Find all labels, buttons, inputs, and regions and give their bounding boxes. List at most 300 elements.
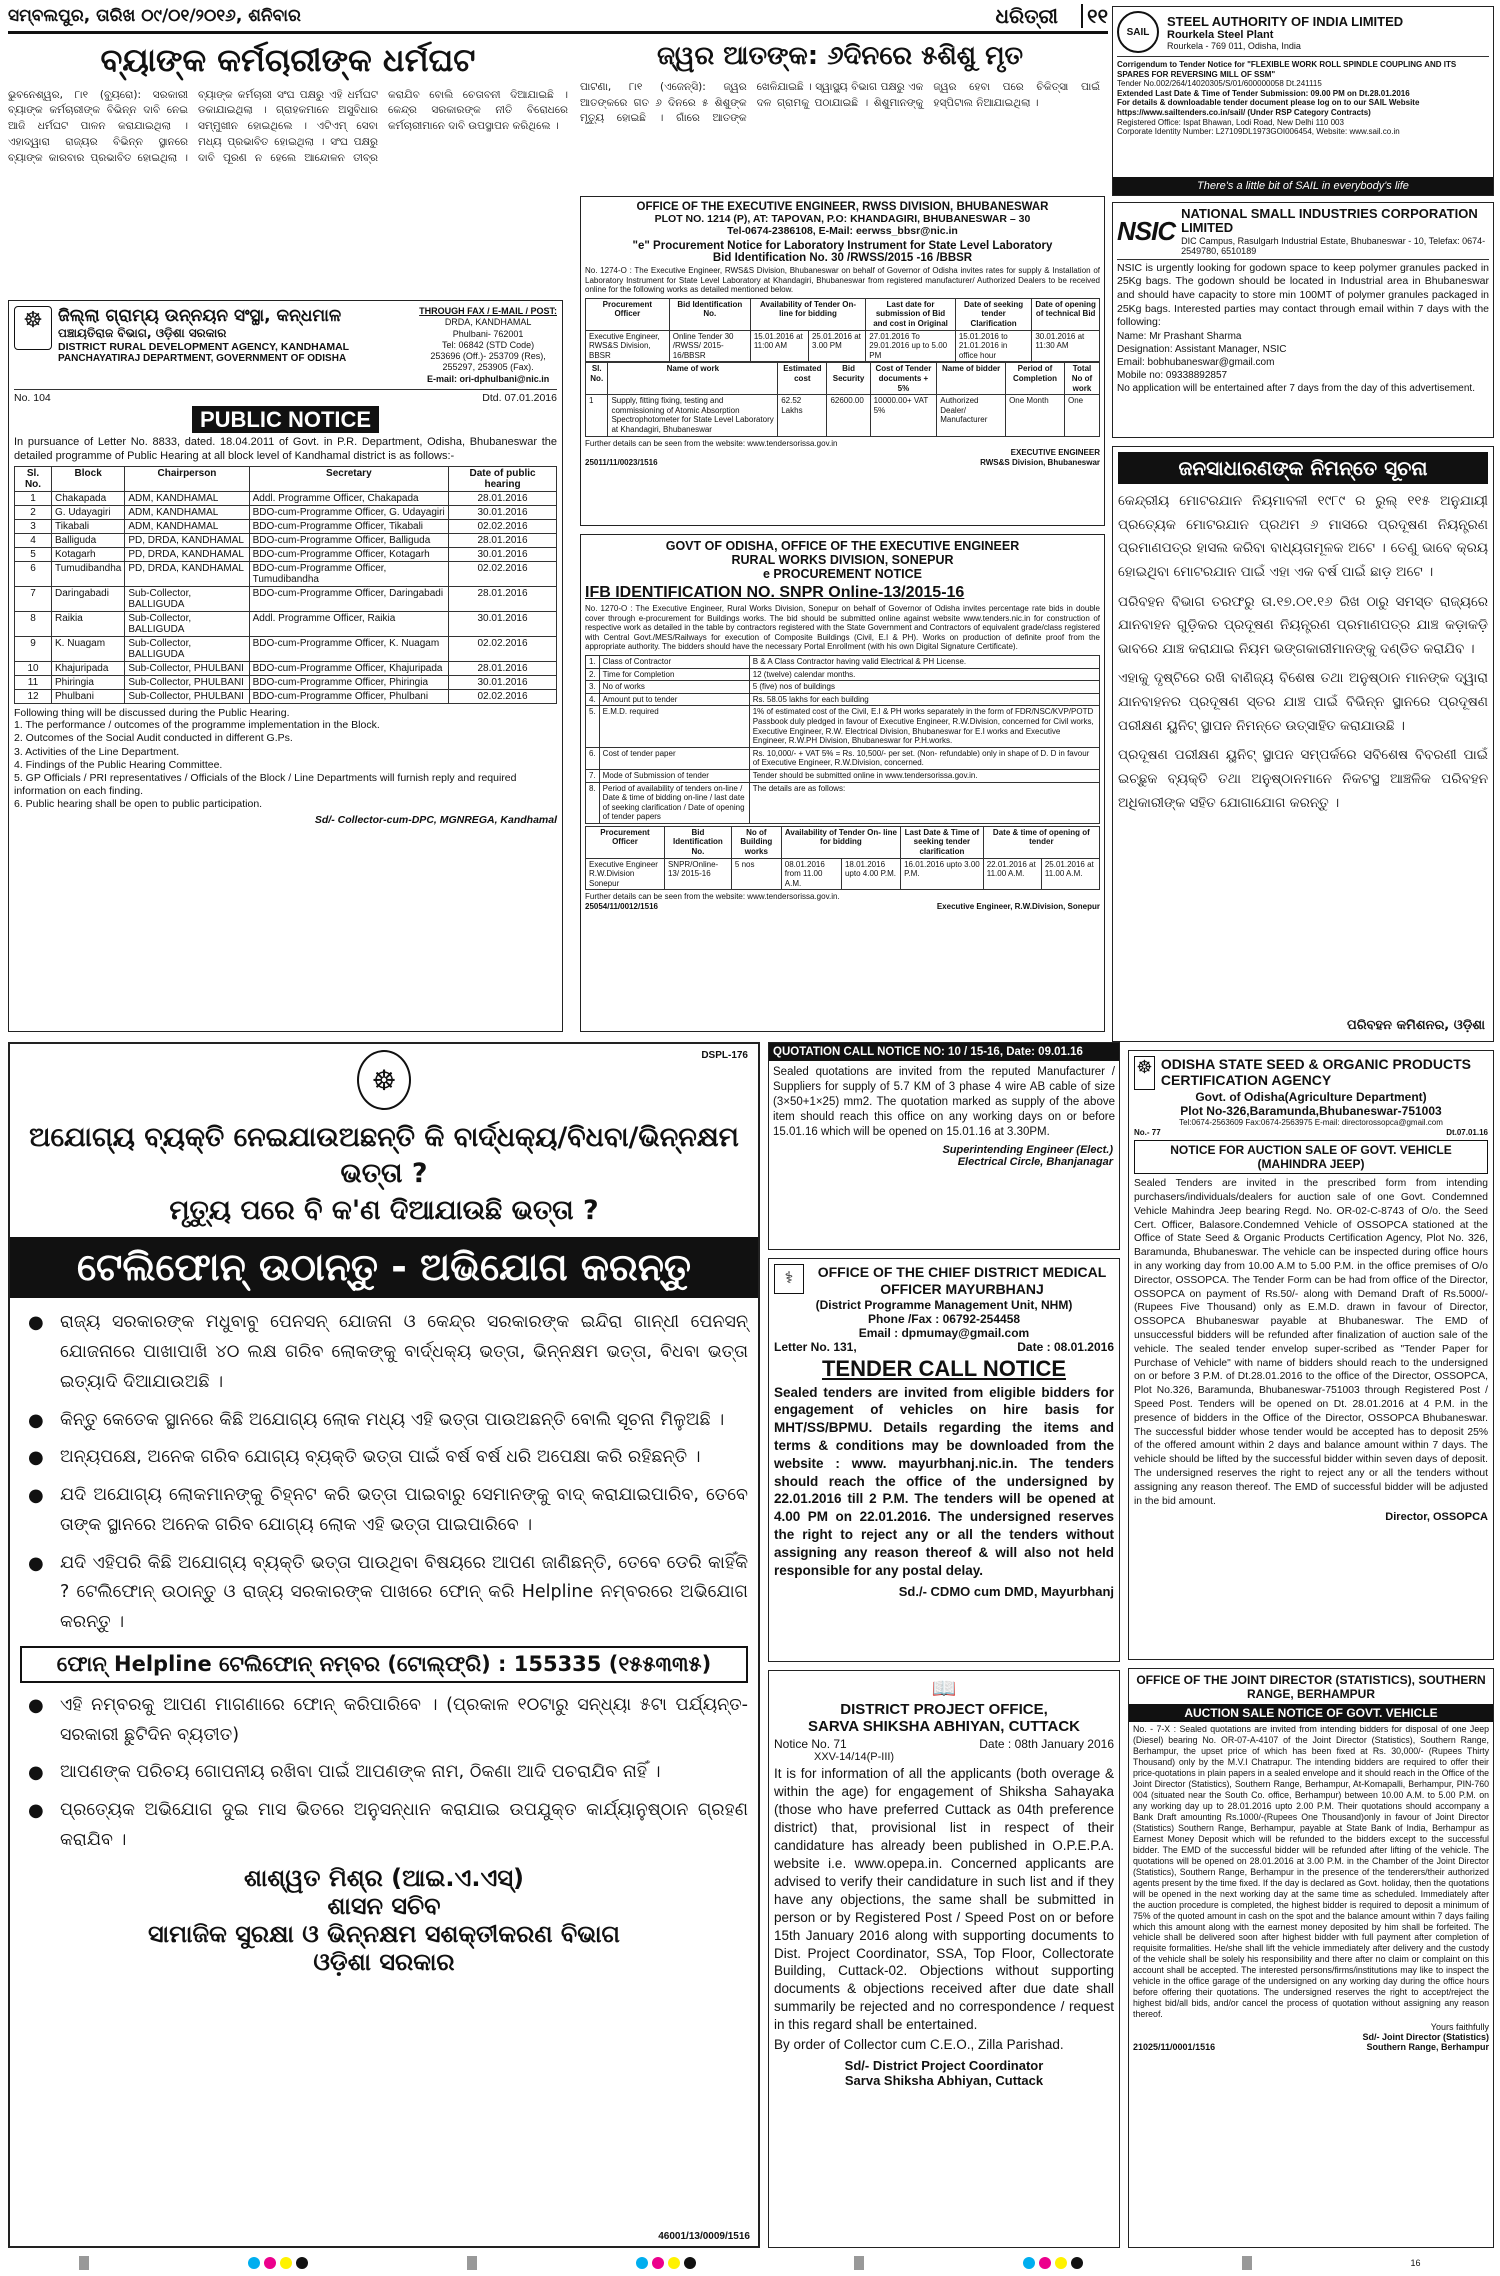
discussion-point: 1. The performance / outcomes of the programme implementation in the Block. <box>14 719 380 732</box>
nsic-line: Designation: Assistant Manager, NSIC <box>1117 343 1287 355</box>
discussion-point: 2. Outcomes of the Social Audit conducted in different G.Ps. <box>14 732 293 745</box>
ad-code: 46001/13/0009/1516 <box>658 2231 750 2242</box>
cmyk-dots <box>636 2257 696 2269</box>
table-cell: 30.01.2016 <box>449 676 557 690</box>
table-cell: Rs. 10,000/- + VAT 5% = Rs. 10,500/- per set. (Non- refundable) only in shape of D. D in favour of Executive Engineer, R.W.Division, concerned. <box>749 747 1099 769</box>
cdmo-sub: (District Programme Management Unit, NHM) <box>815 1297 1073 1312</box>
table-row <box>15 492 557 506</box>
table-cell: 3. <box>586 681 600 694</box>
notice-intro: In pursuance of Letter No. 8833, dated. 18.04.2011 of Govt. in P.R. Department, Odisha, Bhubaneswar the detailed programme of Public Hearing at all block level of Kandhamal district is as follows:- <box>14 435 557 462</box>
letter-no: No. 104 <box>14 391 51 404</box>
officer-post: ଶାସନ ସଚିବ <box>327 1891 441 1920</box>
rwss-table-2 <box>585 362 1100 436</box>
table-cell: 6 <box>15 562 52 587</box>
table-cell: K. Nuagam <box>52 637 125 662</box>
td: Executive Engineer, RWS&S Division, BBSR <box>586 330 670 362</box>
cdmo-date: Date : 08.01.2016 <box>1017 1339 1114 1354</box>
sail-addr: Rourkela - 769 011, Odisha, India <box>1167 40 1301 51</box>
para: ଏହାକୁ ଦୃଷ୍ଟିରେ ରଖି ବାଣିଜ୍ୟ ବିଶେଷ ତଥା ଅନୁଷ୍ଠାନ ମାନଙ୍କ ଦ୍ୱାରା ଯାନବାହନର ପ୍ରଦୂଷଣ ସ୍ତର ଯାଞ୍ଚ ପାଇଁ ବିଭିନ୍ନ ସ୍ଥାନରେ ପ୍ରଦୂଷଣ ପରୀକ୍ଷଣ ୟୁନିଟ୍ ସ୍ଥାପନ ନିମନ୍ତେ ଉତ୍ସାହିତ କରାଯାଉଛି । <box>1118 670 1488 734</box>
quotation-body: Sealed quotations are invited from the reputed Manufacturer / Suppliers for supply of 5.7 KM of 3 phase 4 wire AB cable of size (3×50+1×25) mm2. The quotation marked as supply of the above item should reach this office on any working days on or before 15.01.16 which will be opened on 15.01.16 at 3.30PM. <box>773 1066 1115 1138</box>
table-cell: 4 <box>15 534 52 548</box>
table-header: Sl. No. <box>15 467 52 492</box>
table-cell: Rs. 58.05 lakhs for each building <box>749 693 1099 706</box>
table-cell: Tumudibandha <box>52 562 125 587</box>
table-row <box>586 706 1100 747</box>
ossopca-tel: Tel:0674-2563609 Fax:0674-2563975 E-mail: directorossopca@gmail.com <box>1179 1118 1443 1127</box>
table-cell: BDO-cum-Programme Officer, G. Udayagiri <box>249 506 448 520</box>
th: Total No of work <box>1064 363 1099 395</box>
td: 62600.00 <box>827 395 870 436</box>
table-cell: The details are as follows: <box>749 782 1099 823</box>
cdmo-heading: TENDER CALL NOTICE <box>821 1355 1067 1381</box>
sail-logo-icon: SAIL <box>1117 11 1159 53</box>
helpline-box: ଫୋନ୍ Helpline ଟେଲିଫୋନ୍ ନମ୍ବର (ଟୋଲ୍‌ଫ୍ରି) : 155335 (୧୫୫୩୩୫) <box>20 1646 748 1683</box>
sail-line: Corporate Identity Number: L27109DL1973GOI006454, Website: www.sail.co.in <box>1117 127 1400 137</box>
headline: ବ୍ୟାଙ୍କ କର୍ମଚାରୀଙ୍କ ଧର୍ମଘଟ <box>100 41 476 79</box>
rwss-notice <box>580 196 1105 526</box>
table-cell: Mode of Submission of tender <box>599 769 749 782</box>
table-cell: Sub-Collector, PHULBANI <box>125 676 249 690</box>
article-body: ଭୁବନେଶ୍ୱର, ୮ା୧ (ବ୍ୟୁରୋ): ସରକାରୀ ବ୍ୟାଙ୍କ କର୍ମଚାରୀଙ୍କ ବିଭିନ୍ନ ଦାବି ନେଇ ଆଜି ଧର୍ମଘଟ ପାଳନ କରାଯାଇଥିଲା । ଏହାଦ୍ୱାରା ରାଜ୍ୟର ବିଭିନ୍ନ ସ୍ଥାନରେ ବ୍ୟାଙ୍କ କାରବାର ପ୍ରଭାବିତ ହୋଇଥିଲା । ବ୍ୟାଙ୍କ କର୍ମଚାରୀ ସଂଘ ପକ୍ଷରୁ ଏହି ଧର୍ମଘଟ ଡକାଯାଇଥିଲା । ଗ୍ରାହକମାନେ ଅସୁବିଧାର ସମ୍ମୁଖୀନ ହୋଇଥିଲେ । ଏଟିଏମ୍ ସେବା ମଧ୍ୟ ପ୍ରଭାବିତ ହୋଇଥିଲା । ସଂଘ ପକ୍ଷରୁ ଦାବି ପୂରଣ ନ ହେଲେ ଆନ୍ଦୋଳନ ତୀବ୍ର କରାଯିବ ବୋଲି ଚେତାବନୀ ଦିଆଯାଇଛି । କେନ୍ଦ୍ର ସରକାରଙ୍କ ନୀତି ବିରୋଧରେ କର୍ମଚାରୀମାନେ ଦାବି ଉପସ୍ଥାପନ କରିଥିଲେ । <box>8 88 568 164</box>
nsic-body: NSIC is urgently looking for godown space to keep polymer granules packed in 25Kg bags. The godown should be located in Industrial area in Bhubaneswar and should have capacity to store min 100MT of polymer granules packaged in 25Kg bags. Interested parties may contact through email within 7 days with the following: <box>1117 259 1489 330</box>
table-cell: E.M.D. required <box>599 706 749 747</box>
rwd-table <box>585 655 1100 824</box>
th: No of Building works <box>731 826 781 858</box>
table-cell: BDO-cum-Programme Officer, K. Nuagam <box>249 637 448 662</box>
table-cell: BDO-cum-Programme Officer, Kotagarh <box>249 548 448 562</box>
table-cell: Sub-Collector, PHULBANI <box>125 690 249 704</box>
gray-mark <box>79 2256 89 2270</box>
table-header: Block <box>52 467 125 492</box>
ssa-notice-no: Notice No. 71 <box>774 1737 847 1751</box>
rwd-sub2: e PROCUREMENT NOTICE <box>762 567 923 581</box>
td: 22.01.2016 at 11.00 A.M. <box>983 858 1041 890</box>
stats-sign: Sd/- Joint Director (Statistics) <box>1362 2032 1489 2043</box>
td: 10000.00+ VAT 5% <box>870 395 937 436</box>
bullet-item: ● ଏହି ନମ୍ବରକୁ ଆପଣ ମାଗଣାରେ ଫୋନ୍ କରିପାରିବେ । (ପ୍ରକାଳ ୧୦ଟାରୁ ସନ୍ଧ୍ୟା ୫ଟା ପର୍ଯ୍ୟନ୍ତ-ସରକାରୀ ଛୁଟିଦିନ ବ୍ୟତୀତ) <box>20 1691 748 1751</box>
td: 08.01.2016 from 11.00 A.M. <box>781 858 841 890</box>
table-cell: Addl. Programme Officer, Chakapada <box>249 492 448 506</box>
table-cell: PD, DRDA, KANDHAMAL <box>125 534 249 548</box>
contact-line: Tel: 06842 (STD Code) <box>442 339 535 350</box>
table-cell: 8 <box>15 612 52 637</box>
contact-line: E-mail: ori-dphulbani@nic.in <box>426 373 550 384</box>
td: 1 <box>586 395 608 436</box>
table-cell: Tikabali <box>52 520 125 534</box>
drda-org-en: DISTRICT RURAL DEVELOPMENT AGENCY, KANDHAMAL <box>58 341 350 353</box>
ssa-date: Date : 08th January 2016 <box>979 1737 1114 1751</box>
table-cell: Raikia <box>52 612 125 637</box>
para: କେନ୍ଦ୍ରୀୟ ମୋଟରଯାନ ନିୟମାବଳୀ ୧୯୮୯ ର ରୁଲ୍ ୧୧୫ ଅନୁଯାୟୀ ପ୍ରତ୍ୟେକ ମୋଟରଯାନ ପ୍ରଥମ ୬ ମାସରେ ପ୍ରଦୂଷଣ ନିୟନ୍ତ୍ରଣ ପ୍ରମାଣପତ୍ର ହାସଲ କରିବା ବାଧ୍ୟତାମୂଳକ ଅଟେ । ତେଣୁ ଭାବେ କ୍ରୟ ହୋଇଥିବା ମୋଟରଯାନ ପାଇଁ ଏହା ଏକ ବର୍ଷ ପାଇଁ ଛାଡ଼ ଅଟେ । <box>1118 493 1488 580</box>
th: Date of opening of technical Bid <box>1032 298 1100 330</box>
table-row <box>586 655 1100 668</box>
th: Procurement Officer <box>586 298 670 330</box>
table-cell: BDO-cum-Programme Officer, Phulbani <box>249 690 448 704</box>
table-cell: BDO-cum-Programme Officer, Balliguda <box>249 534 448 548</box>
drda-dept: ପଞ୍ଚାୟତିରାଜ ବିଭାଗ, ଓଡ଼ିଶା ସରକାର <box>58 326 227 340</box>
td: 15.01.2016 at 11:00 AM <box>750 330 808 362</box>
sail-line: Corrigendum to Tender Notice for "FLEXIBLE WORK ROLL SPINDLE COUPLING AND ITS SPARES FOR REVERSING MILL OF SSM" <box>1117 60 1457 79</box>
td: Online Tender 30 /RWSS/ 2015-16/BBSR <box>669 330 750 362</box>
table-cell: 1% of estimated cost of the Civil, E.I & PH works separately in the form of FDR/NSC/KVP/POTD Passbook duly pledged in favour of Executive Engineer, R.W.Division, concerned for Civil works, Executive Engineer, R.W. Electrical Division, Bhubaneswar for E.I works and Executive Engineer, R.W.PH Division, Bhubaneswar for P.H.works. <box>749 706 1099 747</box>
table-row <box>15 662 557 676</box>
nsic-line: Name: Mr Prashant Sharma <box>1117 330 1242 342</box>
quotation-sign: Superintending Engineer (Elect.) <box>942 1143 1113 1156</box>
article-body: ପାଟଣା, ୮ା୧ (ଏଜେନ୍ସି): ଜ୍ୱର ଆତଙ୍କରେ ଗତ ୬ ଦିନରେ ୫ ଶିଶୁଙ୍କ ମୃତ୍ୟୁ ହୋଇଛି । ଗାଁରେ ଆତଙ୍କ ଖେଳିଯାଇଛି । ସ୍ୱାସ୍ଥ୍ୟ ବିଭାଗ ପକ୍ଷରୁ ଏକ ଦଳ ଗ୍ରାମକୁ ପଠାଯାଇଛି । ଶିଶୁମାନଙ୍କୁ ଜ୍ୱର ହେବା ପରେ ଚିକିତ୍ସା ପାଇଁ ହସ୍ପିଟାଲ ନିଆଯାଇଥିଲା । <box>580 80 1100 125</box>
table-row <box>15 562 557 587</box>
table-cell: PD, DRDA, KANDHAMAL <box>125 548 249 562</box>
public-info-title: ଜନସାଧାରଣଙ୍କ ନିମନ୍ତେ ସୂଚନା <box>1118 452 1488 484</box>
table-row <box>586 668 1100 681</box>
table-cell: 6. <box>586 747 600 769</box>
ossopca-heading: NOTICE FOR AUCTION SALE OF GOVT. VEHICLE (MAHINDRA JEEP) <box>1134 1140 1488 1174</box>
discussion-point: 6. Public hearing shall be open to public participation. <box>14 798 263 810</box>
table-cell: B & A Class Contractor having valid Electrical & PH License. <box>749 655 1099 668</box>
following-text: Following thing will be discussed during the Public Hearing. <box>14 707 290 720</box>
nsic-line: No application will be entertained after 7 days from the day of this advertisement. <box>1117 382 1475 394</box>
table-cell: No of works <box>599 681 749 694</box>
th: Procurement Officer <box>586 826 665 858</box>
rwss-tel: Tel-0674-2386108, E-Mail: eerwss_bbsr@nic.in <box>727 225 958 237</box>
notice-title: PUBLIC NOTICE <box>192 406 379 433</box>
contact-line: THROUGH FAX / E-MAIL / POST: <box>419 306 557 316</box>
table-row <box>15 534 557 548</box>
rwss-title: OFFICE OF THE EXECUTIVE ENGINEER, RWSS DIVISION, BHUBANESWAR <box>636 201 1049 213</box>
ossopca-addr: Plot No-326,Baramunda,Bhubaneswar-751003 <box>1180 1104 1442 1118</box>
table-cell: 30.01.2016 <box>449 506 557 520</box>
table-cell: 02.02.2016 <box>449 520 557 534</box>
td: 62.52 Lakhs <box>778 395 827 436</box>
rwd-sub: RURAL WORKS DIVISION, SONEPUR <box>731 553 954 567</box>
table-cell: 3 <box>15 520 52 534</box>
drda-public-notice <box>8 300 563 1032</box>
th: Last Date & Time of seeking tender clarification <box>901 826 984 858</box>
td: 30.01.2016 at 11:30 AM <box>1032 330 1100 362</box>
table-cell: 28.01.2016 <box>449 492 557 506</box>
table-cell: 30.01.2016 <box>449 548 557 562</box>
table-cell: 7 <box>15 587 52 612</box>
table-cell: ADM, KANDHAMAL <box>125 520 249 534</box>
table-cell: Time for Completion <box>599 668 749 681</box>
table-row <box>15 690 557 704</box>
td: 15.01.2016 to 21.01.2016 in office hour <box>955 330 1032 362</box>
drda-signature: Sd/- Collector-cum-DPC, MGNREGA, Kandhamal <box>314 814 557 827</box>
ossopca-title: ODISHA STATE SEED & ORGANIC PRODUCTS CERTIFICATION AGENCY <box>1160 1056 1471 1089</box>
table-row <box>15 612 557 637</box>
nsic-ad <box>1112 202 1494 438</box>
table-cell: 02.02.2016 <box>449 562 557 587</box>
th: Availability of Tender On- line for bidding <box>750 298 865 330</box>
table-cell: Kotagarh <box>52 548 125 562</box>
td: Executive Engineer R.W.Division Sonepur <box>586 858 665 890</box>
dept-name: ସାମାଜିକ ସୁରକ୍ଷା ଓ ଭିନ୍ନକ୍ଷମ ସଶକ୍ତୀକରଣ ବିଭାଗ <box>147 1919 620 1948</box>
bullet-item: ● କିନ୍ତୁ କେତେକ ସ୍ଥାନରେ କିଛି ଅଯୋଗ୍ୟ ଲୋକ ମଧ୍ୟ ଏହି ଭତ୍ତା ପାଉଅଛନ୍ତି ବୋଲି ସୂଚନା ମିଳୁଅଛି । <box>20 1406 748 1436</box>
table-row <box>15 520 557 534</box>
masthead-date: ସମ୍ବଲପୁର, ତାରିଖ ୦୯/୦୧/୨୦୧୬, ଶନିବାର <box>8 6 301 26</box>
cdmo-tender-notice <box>768 1258 1120 1662</box>
sail-sub: Rourkela Steel Plant <box>1167 28 1274 41</box>
table-cell: BDO-cum-Programme Officer, Tikabali <box>249 520 448 534</box>
stats-sign2: Southern Range, Berhampur <box>1366 2042 1489 2053</box>
sail-ad <box>1112 6 1494 196</box>
table-cell: Balliguda <box>52 534 125 548</box>
rwss-addr: PLOT NO. 1214 (P), AT: TAPOVAN, P.O: KHANDAGIRI, BHUBANESWAR – 30 <box>654 213 1031 225</box>
rwd-further: Further details can be seen from the website: www.tendersorissa.gov.in. <box>585 892 840 902</box>
table-row <box>586 782 1100 823</box>
th: Date of seeking tender Clarification <box>955 298 1032 330</box>
table-cell: BDO-cum-Programme Officer, Khajuripada <box>249 662 448 676</box>
ossopca-auction-notice <box>1128 1050 1494 1660</box>
ssa-title: DISTRICT PROJECT OFFICE, <box>840 1701 1048 1718</box>
page-number: ୧୧ <box>1081 4 1108 28</box>
table-cell: BDO-cum-Programme Officer, Tumudibandha <box>249 562 448 587</box>
sail-line: For details & downloadable tender document please log on to our SAIL Website https://www.sailtenders.co.in/sail/ (Under RSP Category Contracts) <box>1117 98 1420 117</box>
ssa-body: It is for information of all the applicants (both overage & within the age) for engagement of Shiksha Sahayaka (those who have preferred Cuttack as 04th preference district) that, provisional list in respect of their candidature has already been published in O.P.E.P.A. website i.e. www.opepa.in. Concerned applicants are advised to verify their candidature in such list and if they have any objections, the same shall be submitted in person or by Registered Post / Speed Post on or before 15th January 2016 along with supporting documents to Dist. Project Coordinator, SSA, Top Floor, Collectorate Building, Cuttack-02. Objections without supporting documents & objections received after due date shall summarily be rejected and no correspondence / request in this regard shall be entertained. <box>774 1766 1114 2033</box>
quotation-notice <box>768 1042 1120 1250</box>
rwss-notice-title: "e" Procurement Notice for Laboratory Instrument for State Level Laboratory <box>632 240 1053 252</box>
nhm-logo-icon: ⚕ <box>774 1264 804 1294</box>
nsic-logo-icon: NSIC <box>1117 215 1176 246</box>
rwd-sign: Executive Engineer, R.W.Division, Sonepur <box>936 902 1100 912</box>
table-cell: 2 <box>15 506 52 520</box>
table-cell: 5. <box>586 706 600 747</box>
table-cell: Chakapada <box>52 492 125 506</box>
table-cell: ADM, KANDHAMAL <box>125 492 249 506</box>
table-cell: Addl. Programme Officer, Raikia <box>249 612 448 637</box>
stats-yours: Yours faithfully <box>1430 2022 1489 2033</box>
bullet-item: ● ପ୍ରତ୍ୟେକ ଅଭିଯୋଗ ଦୁଇ ମାସ ଭିତରେ ଅନୁସନ୍ଧାନ କରାଯାଇ ଉପଯୁକ୍ତ କାର୍ଯ୍ୟାନୁଷ୍ଠାନ ଗ୍ରହଣ କରାଯିବ । <box>20 1796 748 1856</box>
govt-name: ଓଡ଼ିଶା ସରକାର <box>313 1947 455 1976</box>
bullet-item: ● ଯଦି ଅଯୋଗ୍ୟ ଲୋକମାନଙ୍କୁ ଚିହ୍ନଟ କରି ଭତ୍ତା ପାଇବାରୁ ସେମାନଙ୍କୁ ବାଦ୍ କରାଯାଇପାରିବ, ତେବେ ତାଙ୍କ ସ୍ଥାନରେ ଅନେକ ଗରିବ ଯୋଗ୍ୟ ଲୋକ ଏହି ଭତ୍ତା ପାଇପାରିବେ । <box>20 1481 748 1541</box>
rwss-code: 25011/11/0023/1516 <box>585 457 658 467</box>
table-row <box>15 676 557 690</box>
table-cell: 11 <box>15 676 52 690</box>
discussion-point: 5. GP Officials / PRI representatives / Officials of the Block / Line Departments will furnish reply and required information on each finding. <box>14 771 517 797</box>
rwss-bid: Bid Identification No. 30 /RWSS/2015 -16 /BBSR <box>712 252 973 264</box>
ossopca-no: No.- 77 <box>1134 1127 1161 1137</box>
table-cell: Cost of tender paper <box>599 747 749 769</box>
question-1: ଅଯୋଗ୍ୟ ବ୍ୟକ୍ତି ନେଇଯାଉଅଛନ୍ତି କି ବାର୍ଦ୍ଧକ୍ୟ/ବିଧବା/ଭିନ୍ନକ୍ଷମ ଭତ୍ତା ? <box>29 1122 739 1190</box>
discussion-point: 3. Activities of the Line Department. <box>14 745 180 758</box>
para: ପ୍ରଦୂଷଣ ପରୀକ୍ଷଣ ୟୁନିଟ୍ ସ୍ଥାପନ ସମ୍ପର୍କରେ ସବିଶେଷ ବିବରଣୀ ପାଇଁ ଇଚ୍ଛୁକ ବ୍ୟକ୍ତି ତଥା ଅନୁଷ୍ଠାନମାନେ ନିକଟସ୍ଥ ଆଞ୍ଚଳିକ ପରିବହନ ଅଧିକାରୀଙ୍କ ସହିତ ଯୋଗାଯୋଗ କରନ୍ତୁ । <box>1118 747 1488 811</box>
sail-line: Extended Last Date & Time of Tender Submission: 09.00 PM on Dt.28.01.2016 <box>1117 88 1410 98</box>
td: One <box>1064 395 1099 436</box>
stats-body: No. - 7-X : Sealed quotations are invited from intending bidders for disposal of one Jeep (Diesel) bearing No. OR-07-A-4107 of the Joint Director (Statistics), Southern Range, Berhampur, the upset price of which has been fixed at Rs. 30,000/- (Rupees Thirty Thousand) only by the M.V.I Chatrapur. The intending bidders are required to offer their price-quotations in plain papers in a sealed envelope and it should reach in the Office of the Joint Director (Statistics), Southern Range, Berhampur, At-Komapalli, Berhampur, PIN-760 004 (situated near the South Co. office, Berhampur) between 10.00 A.M. to 5.00 P.M. on any working day up to 28.01.2016 upto 2.00 P.M. Their quotations should accompany a Bank Draft amounting Rs.1000/-(Rupees One Thousand)only in favour of Joint Director (Statistics) Southern Range, Berhampur, payable at State Bank of India, Berhampur as Earnest Money Deposit which will be refunded to the bidders except to the successful bidder. The EMD of the successful bidder will be refunded after lifting of the vehicle. The quotations will be opened on 28.01.2016 at 3.00 P.M. in the Chamber of the Joint Director (Statistics), Southern Range, Berhampur in the presence of the tenderers/their authorized agents present by the time fixed. If the day is declared as Govt. holiday, then the quotations will be opened in the next working day at the same time as scheduled. Immediately after the auction procedure is completed, the highest bidder is required to deposit a minimum of 75% of the quoted amount in cash on the spot and the balance amount within 7 days failing which this amount along with the earnest money deposited by him shall be forfeited. The vehicle shall be delivered soon after highest bidder with full payment after completion of requisite formalities. He/she shall lift the vehicle immediately after delivery and the custody of the vehicle shall be solely his responsibility and there after no claim or complaint on this account shall be accepted. The interested persons/firms/institutions may like to inspect the vehicle in the office garage of the undersigned on any working day during the office hours before offering their quotations. The undersigned reserves the right to accept/reject the highest bid/all bids, and/or cancel the process of quotation without assigning any reason thereof. <box>1133 1723 1489 2020</box>
bullet-item: ● ଆପଣଙ୍କ ପରିଚୟ ଗୋପନୀୟ ରଖିବା ପାଇଁ ଆପଣଙ୍କ ନାମ, ଠିକଣା ଆଦି ପଚରାଯିବ ନାହିଁ । <box>20 1758 748 1788</box>
table-cell: Khajuripada <box>52 662 125 676</box>
table-cell: Period of availability of tenders on-line / Date & time of bidding on-line / last date of seeking clarification / Date of opening of tender papers <box>599 782 749 823</box>
news-fever <box>580 40 1100 190</box>
stats-heading: AUCTION SALE NOTICE OF GOVT. VEHICLE <box>1129 1704 1493 1722</box>
table-cell: Phulbani <box>52 690 125 704</box>
ssa-order: By order of Collector cum C.E.O., Zilla Parishad. <box>774 2037 1064 2053</box>
td: 25.01.2016 at 11.00 A.M. <box>1041 858 1099 890</box>
rwd-code: 25054/11/0012/1516 <box>585 902 658 912</box>
ssa-title2: SARVA SHIKSHA ABHIYAN, CUTTACK <box>808 1718 1080 1735</box>
nsic-title: NATIONAL SMALL INDUSTRIES CORPORATION LIMITED <box>1181 206 1478 236</box>
masthead <box>8 6 1108 34</box>
table-cell: 12 <box>15 690 52 704</box>
td: 18.01.2016 upto 4.00 P.M. <box>841 858 900 890</box>
table-cell: Sub-Collector, PHULBANI <box>125 662 249 676</box>
table-row <box>15 637 557 662</box>
table-header: Chairperson <box>125 467 249 492</box>
table-cell: Class of Contractor <box>599 655 749 668</box>
table-cell: 12 (twelve) calendar months. <box>749 668 1099 681</box>
rwss-sign: EXECUTIVE ENGINEER <box>1010 448 1100 458</box>
para: ପରିବହନ ବିଭାଗ ତରଫରୁ ତା.୧୭.୦୧.୧୬ ରିଖ ଠାରୁ ସମସ୍ତ ରାଜ୍ୟରେ ଯାନବାହନ ଗୁଡ଼ିକର ପ୍ରଦୂଷଣ ନିୟନ୍ତ୍ରଣ ପ୍ରମାଣପତ୍ର ଯାଞ୍ଚ କଡ଼ାକଡ଼ି ଭାବରେ ଯାଞ୍ଚ କରାଯାଇ ନିୟମ ଭଙ୍ଗକାରୀମାନଙ୍କୁ ଦଣ୍ଡିତ କରାଯିବ । <box>1118 593 1488 657</box>
th: Name of work <box>608 363 778 395</box>
headline: ଜ୍ୱର ଆତଙ୍କ: ୬ଦିନରେ ୫ଶିଶୁ ମୃତ <box>656 41 1024 71</box>
stats-code: 21025/11/0001/1516 <box>1133 2042 1216 2053</box>
table-cell: 5 (five) nos of buildings <box>749 681 1099 694</box>
quotation-sign2: Electrical Circle, Bhanjanagar <box>957 1155 1113 1168</box>
table-cell: 9 <box>15 637 52 662</box>
table-row <box>586 681 1100 694</box>
sail-title: STEEL AUTHORITY OF INDIA LIMITED <box>1167 13 1404 29</box>
table-cell: 02.02.2016 <box>449 690 557 704</box>
cmyk-dots <box>248 2257 308 2269</box>
table-cell: 10 <box>15 662 52 676</box>
table-header: Date of public hearing <box>449 467 557 492</box>
gray-mark <box>467 2256 477 2270</box>
bullet-item: ● ରାଜ୍ୟ ସରକାରଙ୍କ ମଧୁବାବୁ ପେନସନ୍ ଯୋଜନା ଓ କେନ୍ଦ୍ର ସରକାରଙ୍କ ଇନ୍ଦିରା ଗାନ୍ଧୀ ପେନସନ୍ ଯୋଜନାରେ ପାଖାପାଖି ୪୦ ଲକ୍ଷ ଗରିବ ଲୋକଙ୍କୁ ବାର୍ଦ୍ଧକ୍ୟ ଭତ୍ତା, ଭିନ୍ନକ୍ଷମ ଭତ୍ତା, ବିଧବା ଭତ୍ତା ଇତ୍ୟାଦି ଦିଆଯାଉଅଛି । <box>20 1308 748 1397</box>
ossopca-sign: Director, OSSOPCA <box>1385 1511 1488 1524</box>
table-cell: 4. <box>586 693 600 706</box>
bullet-item: ● ଯଦି ଏହିପରି କିଛି ଅଯୋଗ୍ୟ ବ୍ୟକ୍ତି ଭତ୍ତା ପାଉଥିବା ବିଷୟରେ ଆପଣ ଜାଣିଛନ୍ତି, ତେବେ ଡେରି କାହିଁକି ? ଟେଲିଫୋନ୍ ଉଠାନ୍ତୁ ଓ ରାଜ୍ୟ ସରକାରଙ୍କ ପାଖରେ ଫୋନ୍ କରି Helpline ନମ୍ବରରେ ଅଭିଯୋଗ କରନ୍ତୁ । <box>20 1549 748 1638</box>
cmyk-dots <box>1023 2257 1083 2269</box>
odisha-emblem-icon: ☸ <box>357 1050 411 1110</box>
rwd-title: GOVT OF ODISHA, OFFICE OF THE EXECUTIVE ENGINEER <box>665 539 1020 553</box>
call-banner: ଟେଲିଫୋନ୍ ଉଠାନ୍ତୁ - ଅଭିଯୋଗ କରନ୍ତୁ <box>10 1237 758 1298</box>
table-cell: 28.01.2016 <box>449 662 557 676</box>
stats-auction-notice <box>1128 1668 1494 2248</box>
table-row <box>15 548 557 562</box>
table-cell: BDO-cum-Programme Officer, Phiringia <box>249 676 448 690</box>
contact-line: 253696 (Off.)- 253709 (Res), <box>430 351 546 361</box>
drda-org: ଜିଲ୍ଲା ଗ୍ରାମ୍ୟ ଉନ୍ନୟନ ସଂସ୍ଥା, କନ୍ଧମାଳ <box>58 306 342 326</box>
table-cell: 28.01.2016 <box>449 534 557 548</box>
table-row <box>586 693 1100 706</box>
ossopca-body: Sealed Tenders are invited in the prescribed form from intending purchasers/individuals/dealers for auction sale of one Govt. Condemned Vehicle Mahindra Jeep bearing Regd. No. OR-02-C-8743 of O/o. the Seed Cert. Officer, Balasore.Condemned Vehicle of OSSOPCA stationed at the Office of State Seed & Organic Products Certification Agency, Plot No. 326, Baramunda, Bhubaneswar. The vehicle can be inspected during office hours in any working day from 10.00 A.M to 5.00 P.M. in the office premises of O/o Director, OSSOPCA. The Tender Form can be had from office of the Director, OSSOPCA on payment of Rs.50/- along with Demand Draft of Rs.5000/- (Rupees Five Thousand) only as E.M.D. drawn in favour of Director, OSSOPCA Bhubaneswar payable at Bhubaneswar. The EMD of unsuccessful bidders will be refunded after finalization of auction sale of the vehicle. The sealed tender envelop super-scribed as "Tender Paper for Purchase of Vehicle" with name of bidders should reach to the undersigned on or before 3 P.M. of Dt.28.01.2016 to the office of the Director, OSSOPCA, Plot No.326, Baramunda, Bhubaneswar-751003 through Registered Post / Speed Post. Tenders will be opened on Dt. 28.01.2016 at 4 P.M. in the presence of bidders in the Office of the Director, OSSOPCA Bhubaneswar. The successful bidder whose tender would be accepted has to deposit 25% of the offered amount within 2 days and balance amount within 7 days. The vehicle should be lifted by the successful bidder within seven days of deposit. The undersigned reserves the right to reject any or all the tenders without assigning any reason thereof. The EMD of successful bidder will be adjusted in the bid amount. <box>1134 1178 1488 1507</box>
rwss-intro: No. 1274-O : The Executive Engineer, RWS&S Division, Bhubaneswar on behalf of Governor of Odisha invites rates for supply & Installation of Laboratory Instrument for State Level Laboratory at Khandagiri, Bhubaneswar from registered manufacturer/ Authorized Dealers to be received online for the following works as detailed mentioned below. <box>585 266 1100 295</box>
rwd-ifb: IFB IDENTIFICATION NO. SNPR Online-13/2015-16 <box>585 584 965 601</box>
govt-pension-ad <box>8 1042 760 2248</box>
ssa-notice <box>768 1670 1120 2248</box>
td: 27.01.2016 To 29.01.2016 up to 5.00 PM <box>866 330 956 362</box>
ossopca-sub: Govt. of Odisha(Agriculture Department) <box>1195 1090 1427 1104</box>
dspl-code: DSPL-176 <box>701 1050 748 1061</box>
ssa-sign2: Sarva Shiksha Abhiyan, Cuttack <box>844 2073 1044 2089</box>
ossopca-logo-icon: ☸ <box>1134 1056 1155 1090</box>
sail-line: Registered Office: Ispat Bhawan, Lodi Road, New Delhi 110 003 <box>1117 117 1344 127</box>
th: Estimated cost <box>778 363 827 395</box>
th: Date & time of opening of tender <box>983 826 1099 858</box>
hearing-table <box>14 466 557 704</box>
drda-dept-en: PANCHAYATIRAJ DEPARTMENT, GOVERNMENT OF ODISHA <box>58 353 347 364</box>
th: Sl. No. <box>586 363 608 395</box>
sail-tagline: There's a little bit of SAIL in everybody's life <box>1113 177 1493 195</box>
nsic-line: Email: bobhubaneswar@gmail.com <box>1117 356 1275 368</box>
table-cell: 02.02.2016 <box>449 637 557 662</box>
cdmo-phone: Phone /Fax : 06792-254458 <box>867 1311 1021 1326</box>
td: 16.01.2016 upto 3.00 P.M. <box>901 858 984 890</box>
th: Bid Identification No. <box>664 826 731 858</box>
table-cell: Tender should be submitted online in www.tendersorissa.gov.in. <box>749 769 1099 782</box>
td: Supply, fitting fixing, testing and commissioning of Atomic Absorption Spectrophotometer for State Level Laboratory at Khandagiri, Bhubaneswar <box>608 395 778 436</box>
table-cell: Sub-Collector, BALLIGUDA <box>125 637 249 662</box>
table-cell: 1 <box>15 492 52 506</box>
table-cell: G. Udayagiri <box>52 506 125 520</box>
table-cell: Phiringia <box>52 676 125 690</box>
rwss-sign2: RWS&S Division, Bhubaneswar <box>980 457 1100 467</box>
cdmo-email: Email : dpmumay@gmail.com <box>858 1325 1030 1340</box>
rwd-sonepur-notice <box>580 534 1105 1032</box>
th: Last date for submission of Bid and cost in Original <box>866 298 956 330</box>
td: 5 nos <box>731 858 781 890</box>
th: Bid Security <box>827 363 870 395</box>
gray-mark <box>854 2256 864 2270</box>
th: Cost of Tender documents + 5% <box>870 363 937 395</box>
table-row <box>586 769 1100 782</box>
sail-line: Tender No.002/264/14020305/S/01/600000058 Dt.241115 <box>1117 79 1322 89</box>
contact-line: DRDA, KANDHAMAL <box>444 317 532 328</box>
ssa-logo-icon: 📖 <box>931 1678 957 1700</box>
td: SNPR/Online-13/ 2015-16 <box>664 858 731 890</box>
rwd-intro: No. 1270-O : The Executive Engineer, Rural Works Division, Sonepur on behalf of Governor of Odisha invites percentage rate bids in double cover through e-procurement for Buildings works. The bid should be submitted online against website www.tenders.nic.in for construction of respective work as detailed in the table by contractors registered with the State Government and Contractors of equivalent grade/class registered with Central Govt./MES/Railways for execution of Composite Buildings (Civil, E.I & PH). Works on production of definite proof from the appropriate authority. The bidders should have the necessary Portal Enrollment (with his own Digital Signature Certificate). <box>585 604 1100 652</box>
th: Bid Identification No. <box>669 298 750 330</box>
question-2: ମୃତ୍ୟୁ ପରେ ବି କ'ଣ ଦିଆଯାଉଛି ଭତ୍ତା ? <box>169 1194 599 1226</box>
table-row <box>586 747 1100 769</box>
nsic-sub: DIC Campus, Rasulgarh Industrial Estate, Bhubaneswar - 10, Telefax: 0674-2549780, 6510189 <box>1181 235 1486 256</box>
td: One Month <box>1006 395 1065 436</box>
discussion-point: 4. Findings of the Public Hearing Committee. <box>14 758 223 771</box>
stats-title: OFFICE OF THE JOINT DIRECTOR (STATISTICS), SOUTHERN RANGE, BERHAMPUR <box>1136 1673 1486 1702</box>
ssa-ref: XXV-14/14(P-III) <box>814 1751 895 1763</box>
rwss-table-1 <box>585 298 1100 363</box>
table-cell: Sub-Collector, BALLIGUDA <box>125 612 249 637</box>
table-cell: 28.01.2016 <box>449 587 557 612</box>
bullet-item: ● ଅନ୍ୟପକ୍ଷେ, ଅନେକ ଗରିବ ଯୋଗ୍ୟ ବ୍ୟକ୍ତି ଭତ୍ତା ପାଇଁ ବର୍ଷ ବର୍ଷ ଧରି ଅପେକ୍ଷା କରି ରହିଛନ୍ତି । <box>20 1443 748 1473</box>
rwd-schedule <box>585 826 1100 891</box>
cdmo-title: OFFICE OF THE CHIEF DISTRICT MEDICAL OFFICER MAYURBHANJ <box>817 1264 1107 1297</box>
letter-date: Dtd. 07.01.2016 <box>482 391 557 404</box>
cdmo-body: Sealed tenders are invited from eligible bidders for engagement of vehicles on hire basis for MHT/SS/BPMU. Details regarding the items and terms & conditions may be downloaded from the website : www. mayurbhanj.nic.in. The tenders should reach the office of the undersigned by 22.01.2016 till 2 P.M. The tenders will be opened at 4.00 PM on 22.01.2016. The undersigned reserves the right to reject any or all the tenders without assigning any reason thereof & will also not held responsible for any postal delay. <box>774 1384 1114 1578</box>
table-cell: PD, DRDA, KANDHAMAL <box>125 562 249 587</box>
gray-mark <box>1242 2256 1252 2270</box>
officer-name: ଶାଶ୍ୱତ ମିଶ୍ର (ଆଇ.ଏ.ଏସ୍) <box>244 1863 524 1892</box>
ssa-sign: Sd/- District Project Coordinator <box>844 2058 1044 2074</box>
contact-line: 255297, 253905 (Fax). <box>442 362 534 373</box>
masthead-paper-name: ଧରିତ୍ରୀ <box>995 4 1058 28</box>
table-header: Secretary <box>249 467 448 492</box>
table-row <box>15 587 557 612</box>
table-cell: BDO-cum-Programme Officer, Daringabadi <box>249 587 448 612</box>
news-bank-strike <box>8 40 568 290</box>
quotation-title: QUOTATION CALL NOTICE NO: 10 / 15-16, Date: 09.01.16 <box>769 1043 1119 1061</box>
cdmo-letter: Letter No. 131, <box>774 1339 857 1354</box>
emblem-icon: ☸ <box>14 306 52 350</box>
table-cell: ADM, KANDHAMAL <box>125 506 249 520</box>
footer-registration-marks <box>0 2252 1500 2274</box>
table-cell: 2. <box>586 668 600 681</box>
th: Availability of Tender On- line for bidding <box>781 826 900 858</box>
table-cell: 8. <box>586 782 600 823</box>
table-cell: 5 <box>15 548 52 562</box>
table-cell: Sub-Collector, BALLIGUDA <box>125 587 249 612</box>
rwss-further: Further details can be seen from the website: www.tendersorissa.gov.in <box>585 438 838 448</box>
table-cell: Amount put to tender <box>599 693 749 706</box>
